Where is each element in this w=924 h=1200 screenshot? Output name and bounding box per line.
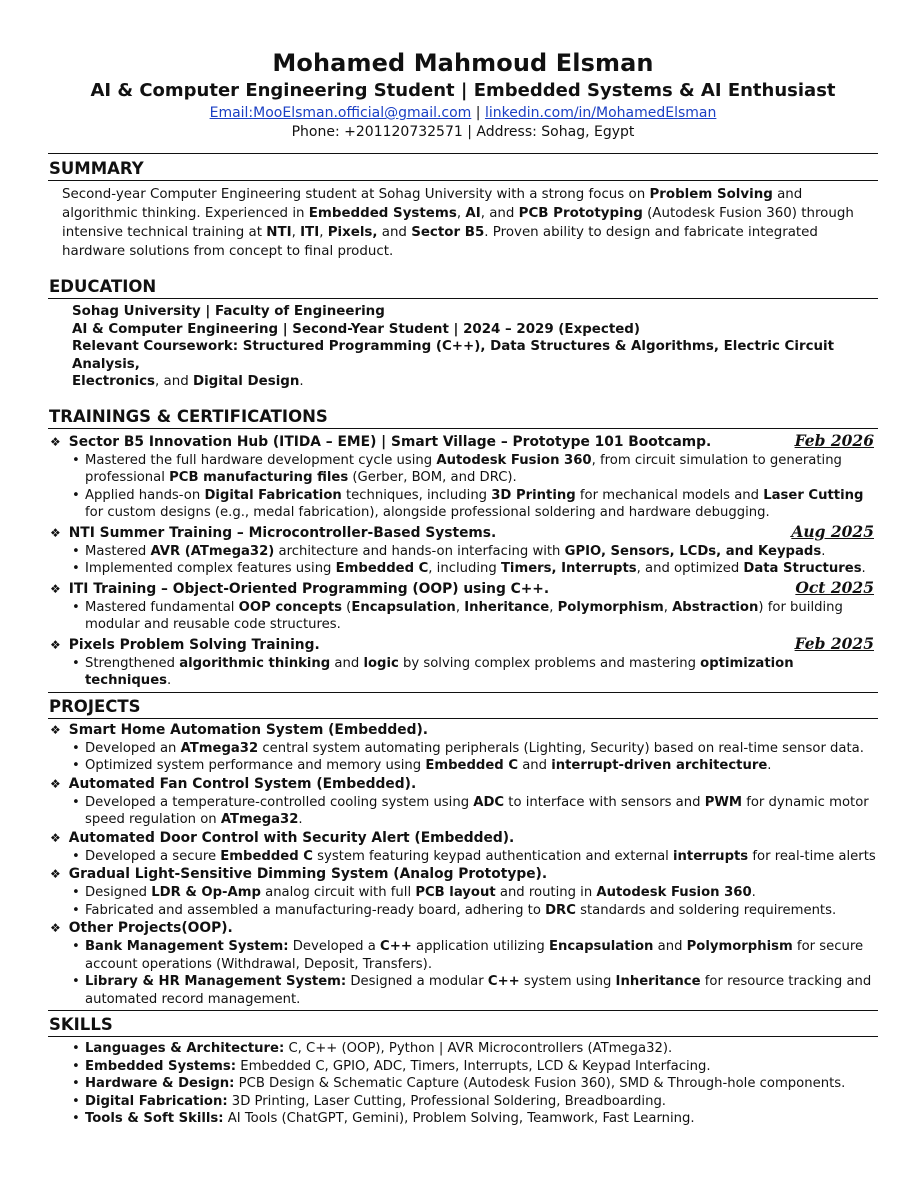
resume-header xyxy=(48,48,878,142)
project-entry-head xyxy=(48,919,878,938)
list-item: • Mastered AVR (ATmega32) architecture and hands-on interfacing with GPIO, Sensors, LCDs, and Keypads. xyxy=(48,543,878,561)
education-section xyxy=(48,275,878,391)
project-bullets xyxy=(48,740,878,775)
training-title: ❖ Sector B5 Innovation Hub (ITIDA – EME) | Smart Village – Prototype 101 Bootcamp. xyxy=(50,433,711,452)
contact-links xyxy=(48,104,878,123)
training-date: Feb 2026 xyxy=(794,430,874,450)
education-line-2: AI & Computer Engineering | Second-Year Student | 2024 – 2029 (Expected) xyxy=(72,321,641,337)
education-line-1: Sohag University | Faculty of Engineering xyxy=(72,304,385,319)
email-link[interactable]: Email:MooElsman.official@gmail.com xyxy=(209,105,472,121)
training-bullets xyxy=(48,599,878,634)
training-bullets xyxy=(48,452,878,522)
education-title: EDUCATION xyxy=(49,277,157,296)
project-title: ❖ Automated Door Control with Security Alert (Embedded). xyxy=(50,829,514,848)
training-bullets xyxy=(48,543,878,578)
project-entry-head xyxy=(48,775,878,794)
summary-body xyxy=(48,180,878,261)
training-entry-head xyxy=(48,634,878,655)
list-item: • Embedded Systems: Embedded C, GPIO, ADC, Timers, Interrupts, LCD & Keypad Interfacing. xyxy=(48,1058,878,1076)
project-bullets xyxy=(48,884,878,919)
training-date: Feb 2025 xyxy=(794,633,874,653)
training-title: ❖ NTI Summer Training – Microcontroller-Based Systems. xyxy=(50,524,496,543)
list-item: • Applied hands-on Digital Fabrication techniques, including 3D Printing for mechanical models and Laser Cutting for custom designs (e.g., medal fabrication), alongside professional soldering and hardware debugging. xyxy=(48,487,878,522)
linkedin-link[interactable]: linkedin.com/in/MohamedElsman xyxy=(484,105,717,121)
list-item: • Developed a temperature-controlled cooling system using ADC to interface with sensors and PWM for dynamic motor speed regulation on ATmega32. xyxy=(48,794,878,829)
list-item: • Mastered fundamental OOP concepts (Encapsulation, Inheritance, Polymorphism, Abstraction) for building modular and reusable code structures. xyxy=(48,599,878,634)
projects-title: PROJECTS xyxy=(49,696,141,716)
skills-body xyxy=(48,1036,878,1128)
candidate-subtitle: AI & Computer Engineering Student | Embedded Systems & AI Enthusiast xyxy=(90,80,836,101)
candidate-name: Mohamed Mahmoud Elsman xyxy=(272,49,654,77)
project-title: ❖ Gradual Light-Sensitive Dimming System (Analog Prototype). xyxy=(50,865,547,884)
project-bullets xyxy=(48,938,878,1008)
skills-section xyxy=(48,1010,878,1128)
projects-body xyxy=(48,718,878,1009)
project-entry-head xyxy=(48,721,878,740)
summary-section xyxy=(48,153,878,261)
list-item: • Fabricated and assembled a manufacturing-ready board, adhering to DRC standards and soldering requirements. xyxy=(48,902,878,920)
project-bullets xyxy=(48,794,878,829)
list-item: • Implemented complex features using Embedded C, including Timers, Interrupts, and optimized Data Structures. xyxy=(48,560,878,578)
list-item: • Digital Fabrication: 3D Printing, Laser Cutting, Professional Soldering, Breadboarding. xyxy=(48,1093,878,1111)
list-item: • Designed LDR & Op-Amp analog circuit with full PCB layout and routing in Autodesk Fusion 360. xyxy=(48,884,878,902)
project-bullets xyxy=(48,848,878,866)
summary-text: Second-year Computer Engineering student at Sohag University with a strong focus on Problem Solving and algorithmic thinking. Experienced in Embedded Systems, AI, and PCB Prototyping (Autodesk Fusion 360) through intensive technical training at NTI, ITI, Pixels, and Sector B5. Proven ability to design and fabricate integrated hardware solutions from concept to final product. xyxy=(62,187,854,259)
project-title: ❖ Automated Fan Control System (Embedded). xyxy=(50,775,416,794)
projects-top-rule xyxy=(48,692,878,693)
list-item: • Languages & Architecture: C, C++ (OOP), Python | AVR Microcontrollers (ATmega32). xyxy=(48,1040,878,1058)
list-item: • Tools & Soft Skills: AI Tools (ChatGPT, Gemini), Problem Solving, Teamwork, Fast Learning. xyxy=(48,1110,878,1128)
trainings-section xyxy=(48,405,878,690)
training-title: ❖ ITI Training – Object-Oriented Programming (OOP) using C++. xyxy=(50,580,549,599)
skills-top-rule xyxy=(48,1010,878,1011)
training-title: ❖ Pixels Problem Solving Training. xyxy=(50,636,320,655)
training-entry-head xyxy=(48,578,878,599)
list-item: • Optimized system performance and memory using Embedded C and interrupt-driven architecture. xyxy=(48,757,878,775)
projects-section xyxy=(48,692,878,1009)
project-title: ❖ Smart Home Automation System (Embedded). xyxy=(50,721,428,740)
contact-separator: | xyxy=(475,105,481,121)
summary-title: SUMMARY xyxy=(49,159,144,178)
list-item: • Library & HR Management System: Designed a modular C++ system using Inheritance for resource tracking and automated record management. xyxy=(48,973,878,1008)
trainings-body xyxy=(48,428,878,690)
training-entry-head xyxy=(48,522,878,543)
project-entry-head xyxy=(48,829,878,848)
education-details xyxy=(48,303,878,391)
skills-title: SKILLS xyxy=(49,1015,113,1034)
training-entry-head xyxy=(48,431,878,452)
list-item: • Bank Management System: Developed a C++ application utilizing Encapsulation and Polymorphism for secure account operations (Withdrawal, Deposit, Transfers). xyxy=(48,938,878,973)
list-item: • Developed an ATmega32 central system automating peripherals (Lighting, Security) based on real-time sensor data. xyxy=(48,740,878,758)
list-item: • Mastered the full hardware development cycle using Autodesk Fusion 360, from circuit simulation to generating professional PCB manufacturing files (Gerber, BOM, and DRC). xyxy=(48,452,878,487)
training-date: Aug 2025 xyxy=(791,521,874,541)
trainings-title: TRAININGS & CERTIFICATIONS xyxy=(49,406,328,426)
project-title: ❖ Other Projects(OOP). xyxy=(50,919,233,938)
project-entry-head xyxy=(48,865,878,884)
summary-top-rule xyxy=(48,153,878,154)
education-coursework: Relevant Coursework: Structured Programming (C++), Data Structures & Algorithms, Electric Circuit Analysis, Electronics, and Digital Design. xyxy=(72,339,835,389)
phone-address: Phone: +201120732571 | Address: Sohag, Egypt xyxy=(291,124,635,140)
education-body xyxy=(48,298,878,391)
list-item: • Developed a secure Embedded C system featuring keypad authentication and external interrupts for real-time alerts xyxy=(48,848,878,866)
training-date: Oct 2025 xyxy=(795,577,874,597)
list-item: • Hardware & Design: PCB Design & Schematic Capture (Autodesk Fusion 360), SMD & Through-hole components. xyxy=(48,1075,878,1093)
list-item: • Strengthened algorithmic thinking and logic by solving complex problems and mastering optimization techniques. xyxy=(48,655,878,690)
training-bullets xyxy=(48,655,878,690)
skills-list xyxy=(48,1040,878,1128)
